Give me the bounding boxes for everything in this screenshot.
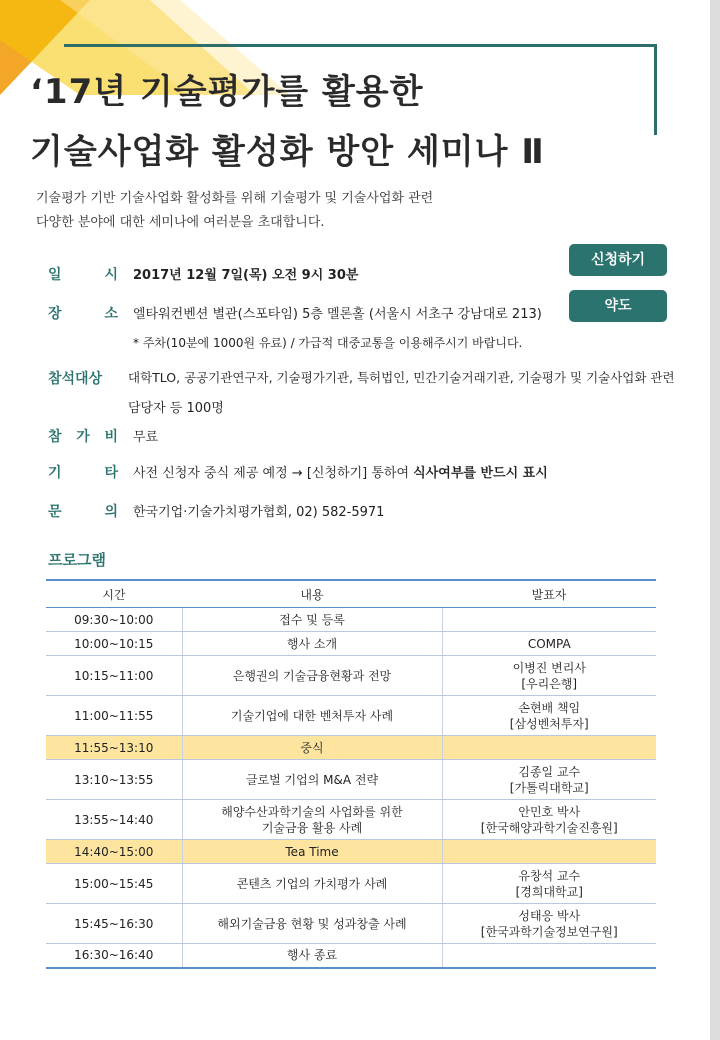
table-row xyxy=(46,632,656,656)
cell-speaker: 이병진 변리사 [우리은행] xyxy=(442,656,656,696)
cell-speaker: COMPA xyxy=(442,632,656,656)
table-row xyxy=(46,944,656,968)
page-title-line2: 기술사업화 활성화 방안 세미나 Ⅱ xyxy=(30,132,545,172)
cell-time: 13:10~13:55 xyxy=(46,760,182,800)
cell-content: 해양수산과학기술의 사업화를 위한 기술금융 활용 사례 xyxy=(182,800,442,840)
cell-time: 11:55~13:10 xyxy=(46,736,182,760)
cell-speaker: 성태응 박사 [한국과학기술정보연구원] xyxy=(442,904,656,944)
info-etc-value xyxy=(133,462,548,481)
cell-speaker: 김종일 교수 [가톨릭대학교] xyxy=(442,760,656,800)
cell-speaker xyxy=(442,840,656,864)
col-content: 내용 xyxy=(182,580,442,608)
intro-line1: 기술평가 기반 기술사업화 활성화를 위해 기술평가 및 기술사업화 관련 xyxy=(36,191,434,206)
cell-speaker xyxy=(442,736,656,760)
cell-time: 15:45~16:30 xyxy=(46,904,182,944)
program-header-row xyxy=(46,580,656,608)
program-body xyxy=(46,608,656,968)
info-target-value2: 담당자 등 100명 xyxy=(128,401,224,416)
program-title: 프로그램 xyxy=(48,551,106,569)
cell-time: 10:00~10:15 xyxy=(46,632,182,656)
cell-content: Tea Time xyxy=(182,840,442,864)
info-etc-emphasis: 식사여부를 반드시 표시 xyxy=(413,466,548,481)
cell-content: 해외기술금융 현황 및 성과창출 사례 xyxy=(182,904,442,944)
cell-content: 글로벌 기업의 M&A 전략 xyxy=(182,760,442,800)
cell-content: 은행권의 기술금융현황과 전망 xyxy=(182,656,442,696)
cell-content: 중식 xyxy=(182,736,442,760)
cell-time: 15:00~15:45 xyxy=(46,864,182,904)
info-fee-label: 참 가 비 xyxy=(48,429,118,445)
cell-time: 16:30~16:40 xyxy=(46,944,182,968)
cell-time: 09:30~10:00 xyxy=(46,608,182,632)
apply-button[interactable]: 신청하기 xyxy=(569,244,667,276)
table-row xyxy=(46,736,656,760)
cell-speaker xyxy=(442,608,656,632)
info-date-label: 일 시 xyxy=(48,267,118,283)
intro-text xyxy=(36,187,433,235)
info-contact-label: 문 의 xyxy=(48,504,118,520)
table-row xyxy=(46,696,656,736)
cell-speaker: 안민호 박사 [한국해양과학기술진흥원] xyxy=(442,800,656,840)
info-etc-text: 사전 신청자 중식 제공 예정 → [신청하기] 통하여 xyxy=(133,466,414,481)
cell-content: 기술기업에 대한 벤처투자 사례 xyxy=(182,696,442,736)
info-contact-value: 한국기업·기술가치평가협회, 02) 582-5971 xyxy=(133,505,385,520)
table-row xyxy=(46,760,656,800)
cell-content: 콘텐츠 기업의 가치평가 사례 xyxy=(182,864,442,904)
cell-time: 10:15~11:00 xyxy=(46,656,182,696)
table-row xyxy=(46,904,656,944)
page-title-line1: ‘17년 기술평가를 활용한 xyxy=(30,72,424,112)
table-row xyxy=(46,608,656,632)
info-date-value: 2017년 12월 7일(목) 오전 9시 30분 xyxy=(133,268,359,283)
info-place-label: 장 소 xyxy=(48,306,118,322)
cell-speaker xyxy=(442,944,656,968)
info-place-value: 엘타워컨벤션 별관(스포타임) 5층 멜론홀 (서울시 서초구 강남대로 213) xyxy=(133,307,542,322)
cell-time: 14:40~15:00 xyxy=(46,840,182,864)
info-target-value1: 대학TLO, 공공기관연구자, 기술평가기관, 특허법인, 민간기술거래기관, 기술평가 및 기술사업화 관련 xyxy=(128,370,675,385)
cell-time: 13:55~14:40 xyxy=(46,800,182,840)
cell-speaker: 손현배 책임 [삼성벤처투자] xyxy=(442,696,656,736)
cell-time: 11:00~11:55 xyxy=(46,696,182,736)
cell-content: 행사 종료 xyxy=(182,944,442,968)
map-button[interactable]: 약도 xyxy=(569,290,667,322)
cell-content: 행사 소개 xyxy=(182,632,442,656)
table-row xyxy=(46,800,656,840)
table-row xyxy=(46,840,656,864)
col-speaker: 발표자 xyxy=(442,580,656,608)
intro-line2: 다양한 분야에 대한 세미나에 여러분을 초대합니다. xyxy=(36,215,325,230)
info-etc-label: 기 타 xyxy=(48,465,118,481)
info-place-note: * 주차(10분에 1000원 유료) / 가급적 대중교통을 이용해주시기 바랍니다. xyxy=(133,336,523,350)
info-target-label: 참석대상 xyxy=(48,371,103,387)
table-row xyxy=(46,864,656,904)
cell-speaker: 유창석 교수 [경희대학교] xyxy=(442,864,656,904)
program-table xyxy=(46,579,656,969)
table-row xyxy=(46,656,656,696)
cell-content: 접수 및 등록 xyxy=(182,608,442,632)
col-time: 시간 xyxy=(46,580,182,608)
info-fee-value: 무료 xyxy=(133,430,159,445)
